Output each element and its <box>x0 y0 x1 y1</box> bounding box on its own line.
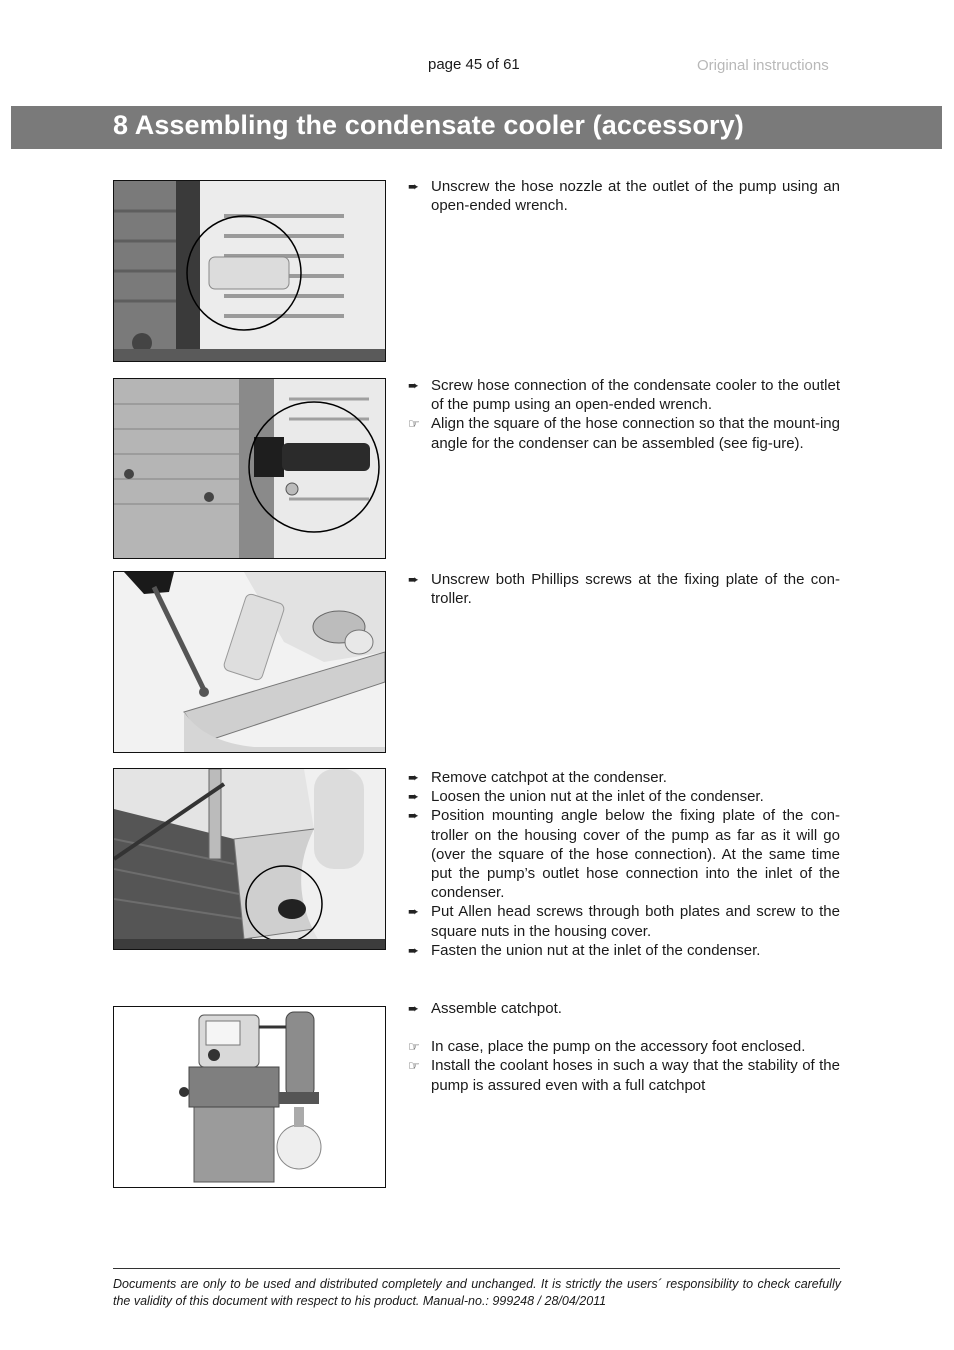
arrow-icon: ➨ <box>408 904 419 920</box>
photo-mounting-angle <box>113 768 386 950</box>
document-type-label: Original instructions <box>697 57 829 74</box>
list-item <box>408 999 840 1018</box>
list-item <box>408 1037 840 1056</box>
pump-outlet-illustration <box>114 181 385 361</box>
page-number: page 45 of 61 <box>428 56 520 73</box>
mounting-angle-illustration <box>114 769 385 949</box>
hand-pointer-icon: ☞ <box>408 1039 420 1055</box>
assembled-pump-illustration <box>114 1007 385 1187</box>
list-item <box>408 1056 840 1094</box>
photo-phillips-screws <box>113 571 386 753</box>
list-item <box>408 902 840 940</box>
list-item <box>408 376 840 414</box>
note-text: In case, place the pump on the accessory foot enclosed. <box>431 1038 806 1056</box>
arrow-icon: ➨ <box>408 179 419 194</box>
step-text: Put Allen head screws through both plates and screw to the square nuts in the housing cover. <box>431 903 840 940</box>
hose-connection-illustration <box>114 379 385 558</box>
step-text: Fasten the union nut at the inlet of the condenser. <box>431 941 761 959</box>
step-text: Loosen the union nut at the inlet of the condenser. <box>431 788 764 806</box>
step-text: Screw hose connection of the condensate cooler to the outlet of the pump using an open-ended wrench. <box>431 377 840 414</box>
fixing-plate-illustration <box>114 572 385 752</box>
list-item <box>408 787 840 806</box>
arrow-icon: ➨ <box>408 942 419 958</box>
list-item <box>408 414 840 452</box>
arrow-icon: ➨ <box>408 770 419 785</box>
note-text: Align the square of the hose connection so that the mount-ing angle for the condenser can be assembled (see fig-ure). <box>431 415 840 452</box>
section-title-bar <box>11 106 942 149</box>
list-item <box>408 941 840 960</box>
list-item <box>408 768 840 787</box>
arrow-icon: ➨ <box>408 789 419 805</box>
photo-hose-connection <box>113 378 386 559</box>
step-text: Position mounting angle below the fixing plate of the con-troller on the housing cover of the pump as far as it will go (over the square of the hose connection). At the same time put the pump’s outlet hose connection into the inlet of the condenser. <box>431 807 840 902</box>
list-item <box>408 570 840 608</box>
photo-assembled-pump <box>113 1006 386 1188</box>
footer-disclaimer: Documents are only to be used and distributed completely and unchanged. It is strictly the users´ responsibility to check carefully the validity of this document with respect to his product. Manual-no.: 999248 / 28/04/2011 <box>113 1277 841 1308</box>
step-text: Unscrew both Phillips screws at the fixing plate of the con-troller. <box>431 571 840 608</box>
arrow-icon: ➨ <box>408 808 419 824</box>
list-item <box>408 806 840 902</box>
step-list-1 <box>408 177 840 215</box>
arrow-icon: ➨ <box>408 1001 419 1016</box>
note-text: Install the coolant hoses in such a way that the stability of the pump is assured even with a full catchpot <box>431 1057 840 1094</box>
step-text: Assemble catchpot. <box>431 1000 562 1017</box>
arrow-icon: ➨ <box>408 572 419 587</box>
step-list-5 <box>408 999 840 1095</box>
step-text: Unscrew the hose nozzle at the outlet of the pump using an open-ended wrench. <box>431 178 840 215</box>
list-item <box>408 177 840 215</box>
section-title: 8 Assembling the condensate cooler (accessory) <box>113 110 744 140</box>
arrow-icon: ➨ <box>408 378 419 393</box>
step-list-4 <box>408 768 840 960</box>
step-text: Remove catchpot at the condenser. <box>431 769 667 786</box>
step-list-2 <box>408 376 840 453</box>
hand-pointer-icon: ☞ <box>408 416 420 432</box>
photo-hose-nozzle <box>113 180 386 362</box>
footer-divider <box>113 1268 840 1269</box>
hand-pointer-icon: ☞ <box>408 1058 420 1074</box>
step-list-3 <box>408 570 840 608</box>
